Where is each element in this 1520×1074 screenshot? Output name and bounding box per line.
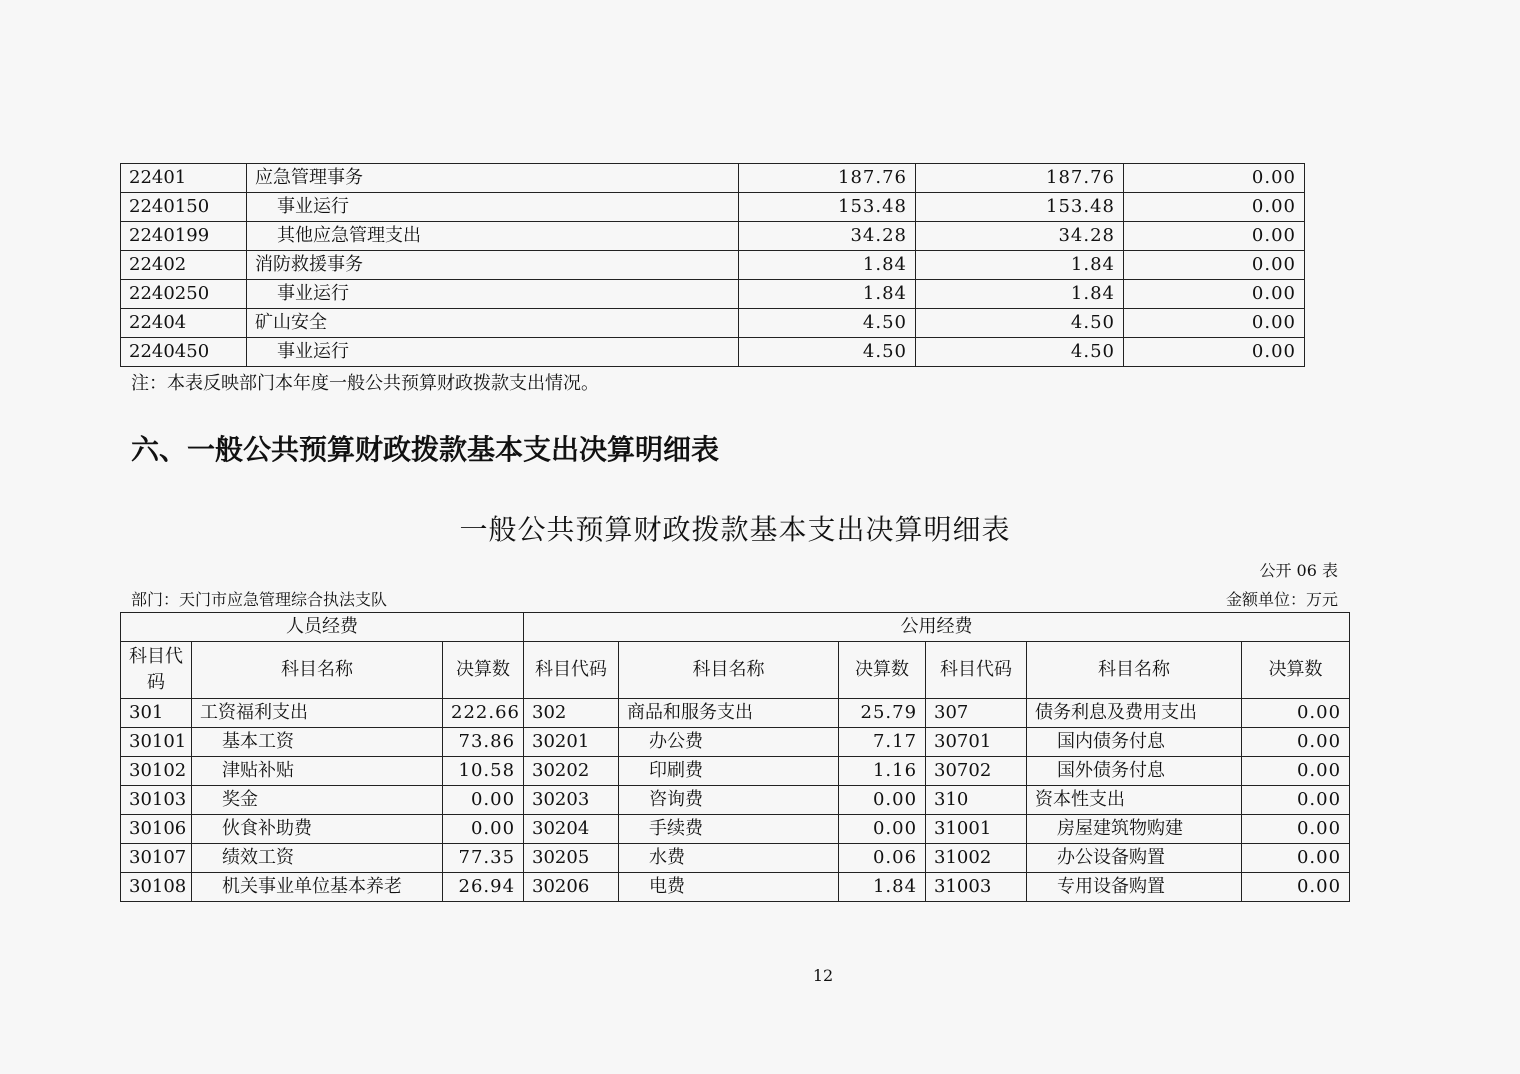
expenditure-table-continued — [120, 163, 1305, 367]
public-code: 30204 — [524, 815, 619, 844]
personnel-name: 津贴补贴 — [192, 757, 443, 786]
public-name-2: 债务利息及费用支出 — [1027, 699, 1242, 728]
header-code-2: 科目代码 — [524, 642, 619, 699]
personnel-code: 301 — [121, 699, 192, 728]
public-amount: 0.06 — [839, 844, 926, 873]
public-code: 30202 — [524, 757, 619, 786]
table-row — [121, 251, 1305, 280]
department-label: 部门：天门市应急管理综合执法支队 — [131, 590, 388, 609]
total-amount: 4.50 — [739, 338, 916, 367]
header-name-1: 科目名称 — [192, 642, 443, 699]
personnel-code: 30103 — [121, 786, 192, 815]
personnel-name: 伙食补助费 — [192, 815, 443, 844]
public-code-2: 31001 — [926, 815, 1027, 844]
header-amount-1: 决算数 — [443, 642, 524, 699]
total-amount: 1.84 — [739, 251, 916, 280]
project-amount: 0.00 — [1124, 309, 1305, 338]
total-amount: 34.28 — [739, 222, 916, 251]
project-amount: 0.00 — [1124, 222, 1305, 251]
basic-amount: 4.50 — [916, 309, 1124, 338]
table-title: 一般公共预算财政拨款基本支出决算明细表 — [459, 513, 1011, 546]
total-amount: 153.48 — [739, 193, 916, 222]
basic-amount: 1.84 — [916, 251, 1124, 280]
subject-code: 2240450 — [121, 338, 247, 367]
header-name-3: 科目名称 — [1027, 642, 1242, 699]
public-amount: 25.79 — [839, 699, 926, 728]
header-amount-2: 决算数 — [839, 642, 926, 699]
total-amount: 1.84 — [739, 280, 916, 309]
total-amount: 4.50 — [739, 309, 916, 338]
public-amount-2: 0.00 — [1242, 786, 1350, 815]
public-name: 水费 — [619, 844, 839, 873]
public-name: 办公费 — [619, 728, 839, 757]
personnel-amount: 73.86 — [443, 728, 524, 757]
table-row — [121, 786, 1350, 815]
group-personnel-header: 人员经费 — [121, 613, 524, 642]
public-code: 302 — [524, 699, 619, 728]
project-amount: 0.00 — [1124, 193, 1305, 222]
public-name: 电费 — [619, 873, 839, 902]
personnel-name: 机关事业单位基本养老 — [192, 873, 443, 902]
public-name-2: 办公设备购置 — [1027, 844, 1242, 873]
public-name-2: 资本性支出 — [1027, 786, 1242, 815]
public-code-2: 31002 — [926, 844, 1027, 873]
subject-name: 消防救援事务 — [247, 251, 739, 280]
public-name-2: 国内债务付息 — [1027, 728, 1242, 757]
project-amount: 0.00 — [1124, 164, 1305, 193]
personnel-amount: 26.94 — [443, 873, 524, 902]
subject-code: 2240199 — [121, 222, 247, 251]
subject-name: 事业运行 — [247, 338, 739, 367]
subject-code: 22402 — [121, 251, 247, 280]
header-code-3: 科目代码 — [926, 642, 1027, 699]
table-row — [121, 873, 1350, 902]
project-amount: 0.00 — [1124, 280, 1305, 309]
public-amount: 0.00 — [839, 786, 926, 815]
public-name: 商品和服务支出 — [619, 699, 839, 728]
public-amount: 0.00 — [839, 815, 926, 844]
personnel-amount: 0.00 — [443, 786, 524, 815]
table-row — [121, 193, 1305, 222]
form-code: 公开 06 表 — [1259, 561, 1338, 580]
public-name-2: 专用设备购置 — [1027, 873, 1242, 902]
table-row — [121, 222, 1305, 251]
unit-label: 金额单位：万元 — [1225, 590, 1338, 609]
public-amount-2: 0.00 — [1242, 728, 1350, 757]
basic-amount: 1.84 — [916, 280, 1124, 309]
table-row — [121, 338, 1305, 367]
personnel-name: 奖金 — [192, 786, 443, 815]
personnel-code: 30108 — [121, 873, 192, 902]
public-code: 30205 — [524, 844, 619, 873]
personnel-name: 基本工资 — [192, 728, 443, 757]
public-amount-2: 0.00 — [1242, 757, 1350, 786]
personnel-name: 工资福利支出 — [192, 699, 443, 728]
table-row — [121, 757, 1350, 786]
group-public-header: 公用经费 — [524, 613, 1350, 642]
expenditure-table-body — [121, 164, 1305, 367]
section-heading: 六、一般公共预算财政拨款基本支出决算明细表 — [131, 433, 720, 466]
personnel-code: 30106 — [121, 815, 192, 844]
header-name-2: 科目名称 — [619, 642, 839, 699]
table-row — [121, 280, 1305, 309]
public-amount: 7.17 — [839, 728, 926, 757]
basic-expenditure-detail-table — [120, 612, 1350, 902]
public-code: 30206 — [524, 873, 619, 902]
public-code-2: 31003 — [926, 873, 1027, 902]
basic-amount: 4.50 — [916, 338, 1124, 367]
subject-code: 22404 — [121, 309, 247, 338]
personnel-code: 30101 — [121, 728, 192, 757]
group-header-row — [121, 613, 1350, 642]
public-code-2: 30702 — [926, 757, 1027, 786]
public-code-2: 310 — [926, 786, 1027, 815]
table-note: 注：本表反映部门本年度一般公共预算财政拨款支出情况。 — [131, 373, 599, 394]
public-amount-2: 0.00 — [1242, 844, 1350, 873]
project-amount: 0.00 — [1124, 338, 1305, 367]
subject-name: 矿山安全 — [247, 309, 739, 338]
public-code-2: 307 — [926, 699, 1027, 728]
personnel-amount: 10.58 — [443, 757, 524, 786]
subject-code: 22401 — [121, 164, 247, 193]
public-name-2: 房屋建筑物购建 — [1027, 815, 1242, 844]
basic-amount: 153.48 — [916, 193, 1124, 222]
public-name: 印刷费 — [619, 757, 839, 786]
subject-name: 应急管理事务 — [247, 164, 739, 193]
public-amount: 1.84 — [839, 873, 926, 902]
public-amount-2: 0.00 — [1242, 699, 1350, 728]
personnel-code: 30107 — [121, 844, 192, 873]
public-code-2: 30701 — [926, 728, 1027, 757]
page-number: 12 — [812, 966, 834, 985]
header-code-1: 科目代码 — [121, 642, 192, 699]
personnel-code: 30102 — [121, 757, 192, 786]
table-row — [121, 164, 1305, 193]
personnel-amount: 0.00 — [443, 815, 524, 844]
table-row — [121, 699, 1350, 728]
header-amount-3: 决算数 — [1242, 642, 1350, 699]
personnel-amount: 77.35 — [443, 844, 524, 873]
public-code: 30203 — [524, 786, 619, 815]
public-amount: 1.16 — [839, 757, 926, 786]
subject-name: 其他应急管理支出 — [247, 222, 739, 251]
public-code: 30201 — [524, 728, 619, 757]
personnel-amount: 222.66 — [443, 699, 524, 728]
column-header-row — [121, 642, 1350, 699]
public-name: 手续费 — [619, 815, 839, 844]
table-row — [121, 815, 1350, 844]
public-name-2: 国外债务付息 — [1027, 757, 1242, 786]
subject-code: 2240250 — [121, 280, 247, 309]
table-row — [121, 728, 1350, 757]
subject-name: 事业运行 — [247, 193, 739, 222]
public-name: 咨询费 — [619, 786, 839, 815]
table-row — [121, 844, 1350, 873]
table-row — [121, 309, 1305, 338]
project-amount: 0.00 — [1124, 251, 1305, 280]
subject-code: 2240150 — [121, 193, 247, 222]
subject-name: 事业运行 — [247, 280, 739, 309]
public-amount-2: 0.00 — [1242, 815, 1350, 844]
basic-amount: 187.76 — [916, 164, 1124, 193]
personnel-name: 绩效工资 — [192, 844, 443, 873]
detail-table-body — [121, 699, 1350, 902]
total-amount: 187.76 — [739, 164, 916, 193]
public-amount-2: 0.00 — [1242, 873, 1350, 902]
basic-amount: 34.28 — [916, 222, 1124, 251]
